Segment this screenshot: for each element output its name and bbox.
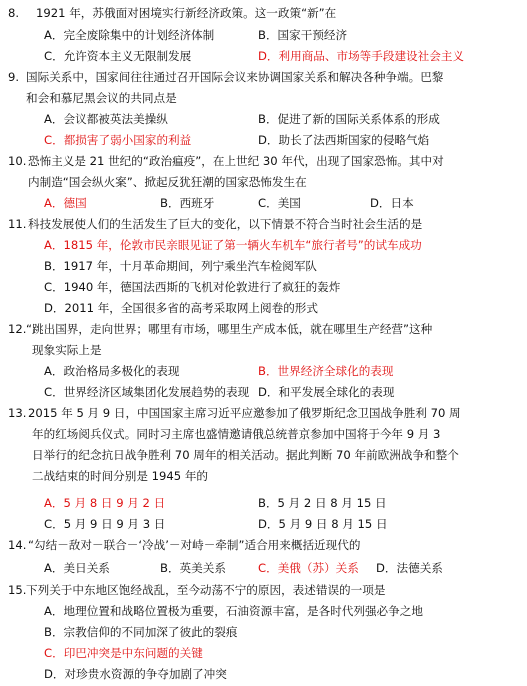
question-11-option-b: B．1917 年，十月革命期间，列宁乘坐汽车检阅军队 (44, 259, 318, 273)
question-10-option-d: D．日本 (370, 196, 414, 210)
question-13-stem-line-1: 2015 年 5 月 9 日，中国国家主席习近平应邀参加了俄罗斯纪念卫国战争胜利 70 周 (28, 406, 461, 420)
question-10-option-c: C．美国 (258, 196, 301, 210)
question-11-option-d: D．2011 年，全国很多省的高考采取网上阅卷的形式 (44, 301, 318, 315)
question-15-option-d: D．对珍贵水资源的争夺加剧了冲突 (44, 667, 227, 681)
question-11-option-c: C．1940 年，德国法西斯的飞机对伦敦进行了疯狂的轰炸 (44, 280, 341, 294)
question-12-option-b-answer: B．世界经济全球化的表现 (258, 364, 394, 378)
question-12-option-c: C．世界经济区域集团化发展趋势的表现 (44, 385, 250, 399)
question-12-stem-line-1: “跳出国界，走向世界；哪里有市场，哪里生产成本低，就在哪里生产经营”这种 (26, 322, 433, 336)
question-15-stem: 下列关于中东地区饱经战乱，至今动荡不宁的原因，表述错误的一项是 (26, 583, 386, 597)
question-14-option-d: D．法德关系 (376, 561, 443, 575)
question-13-option-d: D．5 月 9 日 8 月 15 日 (258, 517, 388, 531)
question-9-option-a: A．会议都被英法美操纵 (44, 112, 168, 126)
question-9-option-b: B．促进了新的国际关系体系的形成 (258, 112, 440, 126)
question-9-stem-line-1: 国际关系中，国家间往往通过召开国际会议来协调国家关系和解决各种争端。巴黎 (26, 70, 444, 84)
question-13-option-b: B．5 月 2 日 8 月 15 日 (258, 496, 387, 510)
question-9-number: 9. (8, 70, 20, 84)
question-9-option-d: D．助长了法西斯国家的侵略气焰 (258, 133, 430, 147)
question-10-option-a-answer: A．德国 (44, 196, 87, 210)
question-8-stem: 1921 年，苏俄面对困境实行新经济政策。这一政策“新”在 (36, 6, 337, 20)
question-8-number: 8. (8, 6, 20, 20)
question-13-option-a-answer: A．5 月 8 日 9 月 2 日 (44, 496, 166, 510)
question-12-option-a: A．政治格局多极化的表现 (44, 364, 180, 378)
question-13-option-c: C．5 月 9 日 9 月 3 日 (44, 517, 166, 531)
question-13-stem-line-2: 年的红场阅兵仪式。同时习主席也盛情邀请俄总统普京参加中国将于今年 9 月 3 (32, 427, 441, 441)
question-15-option-c-answer: C．印巴冲突是中东问题的关键 (44, 646, 203, 660)
question-9-stem-line-2: 和会和慕尼黑会议的共同点是 (26, 91, 177, 105)
question-10-stem-line-1: 恐怖主义是 21 世纪的“政治瘟疫”，在上世纪 30 年代，出现了国家恐怖。其中对 (28, 154, 444, 168)
question-11-option-a-answer: A．1815 年，伦敦市民亲眼见证了第一辆火车机车“旅行者号”的试车成功 (44, 238, 422, 252)
question-10-number: 10. (8, 154, 27, 168)
question-9-option-c-answer: C．都损害了弱小国家的利益 (44, 133, 192, 147)
question-13-stem-line-3: 日举行的纪念抗日战争胜利 70 周年的相关活动。据此判断 70 年前欧洲战争和整个 (32, 448, 459, 462)
question-8-option-c: C．允许资本主义无限制发展 (44, 49, 192, 63)
question-15-option-a: A．地理位置和战略位置极为重要，石油资源丰富，是各时代列强必争之地 (44, 604, 423, 618)
question-14-number: 14. (8, 538, 27, 552)
question-12-number: 12. (8, 322, 27, 336)
question-13-stem-line-4: 二战结束的时间分别是 1945 年的 (32, 469, 209, 483)
question-8-option-a: A．完全废除集中的计划经济体制 (44, 28, 215, 42)
question-10-option-b: B．西班牙 (160, 196, 215, 210)
question-8-option-b: B．国家干预经济 (258, 28, 348, 42)
question-12-stem-line-2: 现象实际上是 (32, 343, 102, 357)
question-15-option-b: B．宗教信仰的不同加深了彼此的裂痕 (44, 625, 238, 639)
question-11-number: 11. (8, 217, 27, 231)
question-8-option-d-answer: D．利用商品、市场等手段建设社会主义 (258, 49, 465, 63)
question-13-number: 13. (8, 406, 27, 420)
question-10-stem-line-2: 内制造“国会纵火案”、掀起反犹狂潮的国家恐怖发生在 (28, 175, 307, 189)
question-11-stem: 科技发展使人们的生活发生了巨大的变化，以下情景不符合当时社会生活的是 (28, 217, 423, 231)
question-14-option-c-answer: C．美俄（苏）关系 (258, 561, 359, 575)
question-14-option-b: B．英美关系 (160, 561, 226, 575)
question-14-option-a: A．美日关系 (44, 561, 110, 575)
question-12-option-d: D．和平发展全球化的表现 (258, 385, 395, 399)
question-15-number: 15. (8, 583, 27, 597)
question-14-stem: “勾结－敌对－联合－‘冷战’－对峙－牵制”适合用来概括近现代的 (28, 538, 361, 552)
